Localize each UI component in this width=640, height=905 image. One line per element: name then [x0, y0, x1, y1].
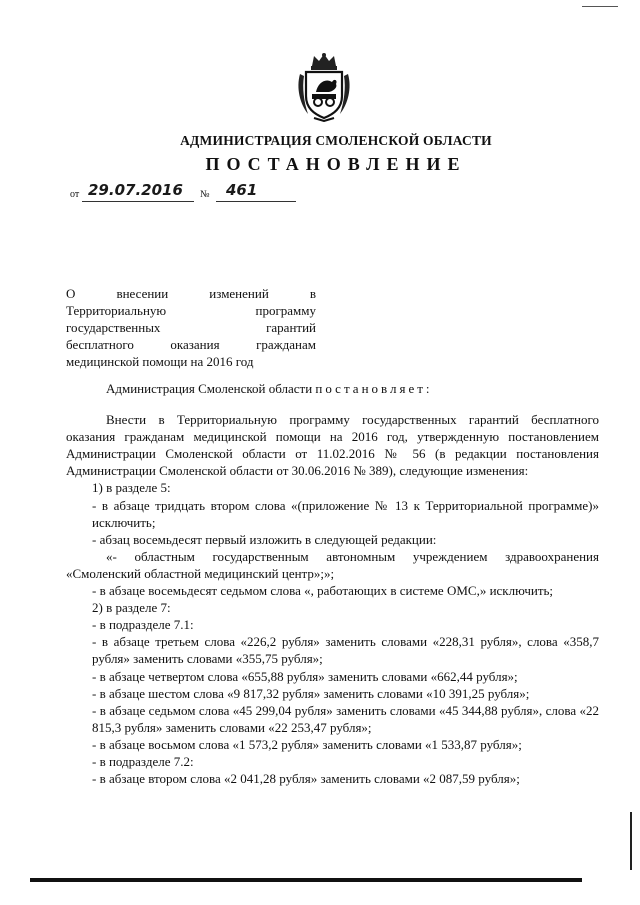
list-item: - в абзаце тридцать втором слова «(приложение № 13 к Территориальной программе)» исключить;	[92, 497, 599, 530]
intro-prefix: Администрация Смоленской области	[106, 381, 313, 396]
list-item: 1) в разделе 5:	[92, 480, 171, 496]
list-item: - в абзаце втором слова «2 041,28 рубля» заменить словами «2 087,59 рубля»;	[92, 771, 520, 787]
date-underline	[82, 201, 194, 202]
date-number-line	[70, 178, 310, 202]
number-underline	[216, 201, 296, 202]
coat-of-arms-icon	[296, 52, 352, 122]
subject-line: медицинской помощи на 2016 год	[66, 354, 254, 369]
date-value: 29.07.2016	[88, 181, 183, 199]
list-item: «- областным государственным автономным учреждением здравоохранения «Смоленский областной медицинский центр»;»;	[66, 548, 599, 581]
number-label: №	[200, 189, 210, 200]
paragraph: Внести в Территориальную программу государственных гарантий бесплатного	[106, 412, 599, 428]
list-item: - в абзаце восьмом слова «1 573,2 рубля» заменить словами «1 533,87 рубля»;	[92, 736, 522, 752]
scan-mark	[582, 6, 618, 7]
list-item: - в абзаце восемьдесят седьмом слова «, работающих в системе ОМС,» исключить;	[92, 583, 554, 599]
organization-name: АДМИНИСТРАЦИЯ СМОЛЕНСКОЙ ОБЛАСТИ	[180, 133, 492, 148]
scan-footer-bar	[30, 878, 582, 882]
list-item: - в подразделе 7.2:	[92, 753, 194, 769]
document-type: ПОСТАНОВЛЕНИЕ	[205, 154, 467, 174]
subject-line: бесплатного оказания гражданам	[66, 337, 316, 352]
list-item: - в абзаце седьмом слова «45 299,04 рубля» заменить словами «45 344,88 рубля», слова «22 815,3 рубля» заменить словами «22 253,47 рубля»;	[92, 702, 599, 735]
list-item: - в абзаце третьем слова «226,2 рубля» заменить словами «228,31 рубля», слова «358,7 рубля» заменить словами «355,75 рубля»;	[92, 634, 599, 667]
list-item: - в абзаце четвертом слова «655,88 рубля» заменить словами «662,44 рубля»;	[92, 668, 518, 684]
list-item: - в подразделе 7.1:	[92, 617, 194, 633]
number-value: 461	[226, 181, 258, 199]
scan-edge-mark	[630, 812, 632, 870]
subject-line: О внесении изменений в	[66, 286, 316, 301]
list-item: - абзац восемьдесят первый изложить в следующей редакции:	[92, 531, 437, 547]
document-subject	[66, 285, 316, 370]
intro-verb: постановляет:	[315, 381, 433, 396]
paragraph: оказания гражданам медицинской помощи на 2016 год, утвержденную постановлением Администрации Смоленской области от 11.02.2016 № 56 (в редакции постановления Администрации Смоленской области от 30.06.2016 № 389), следующие изменения:	[66, 429, 599, 479]
date-label: от	[70, 189, 80, 200]
list-item: 2) в разделе 7:	[92, 600, 171, 616]
list-item: - в абзаце шестом слова «9 817,32 рубля» заменить словами «10 391,25 рубля»;	[92, 685, 530, 701]
intro-paragraph	[66, 380, 599, 397]
document-body	[66, 380, 599, 787]
subject-line: государственных гарантий	[66, 320, 316, 335]
subject-line: Территориальную программу	[66, 303, 316, 318]
